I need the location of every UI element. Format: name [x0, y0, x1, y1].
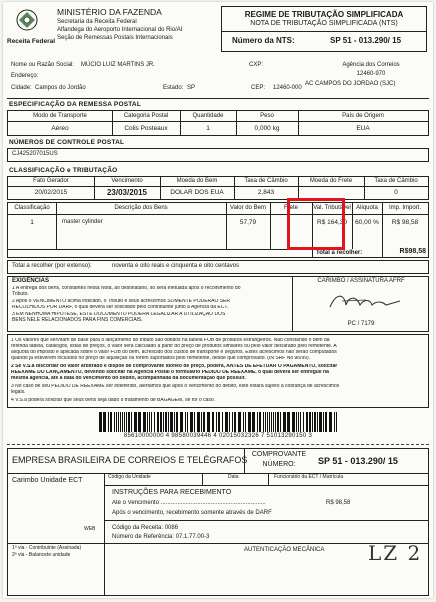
remittance-value: EUA [356, 125, 370, 132]
remittance-value: 1 [206, 125, 210, 132]
note-line: 3 No caso de seu PEDIDO DE REEXAME ser indeferido, alertamos que após o vencimento do débito, este estará sujeito à cobrança de acréscimos [11, 384, 340, 389]
barcode-bar [154, 412, 155, 432]
total-label: Total a recolher: [316, 250, 363, 256]
items-header: Valor do Bem [230, 205, 266, 211]
control-box [7, 148, 429, 162]
barcode-bar [212, 412, 214, 432]
classification-value: DOLAR DOS EUA [170, 189, 224, 196]
remittance-value: 0,000 kg [254, 125, 280, 132]
classification-header: Moeda do Bem [176, 178, 218, 184]
barcode-bar [160, 412, 162, 432]
company-name: EMPRESA BRASILEIRA DE CORREIOS E TELÉGRAFOS [12, 455, 248, 465]
barcode-bar [180, 412, 183, 432]
barcode-bar [203, 412, 205, 432]
barcode-bar [218, 412, 220, 432]
until-due-value: R$ 98,58 [326, 500, 351, 506]
items-header: Classificação [14, 205, 50, 211]
barcode-bar [245, 412, 246, 432]
item-import-tax: R$ 98,58 [391, 219, 419, 226]
total-extenso-box [7, 260, 429, 274]
due-date: 23/03/2015 [106, 188, 148, 197]
barcode-bar [317, 412, 318, 432]
items-table [7, 202, 429, 258]
signature-image [326, 291, 406, 313]
barcode-bar [243, 412, 244, 432]
classification-header: Taxa de Câmbio [244, 178, 288, 184]
barcode-bar [306, 412, 308, 432]
requirement-line: BENS NELE RELACIONADOS PARA FINS COMERCIAIS. [12, 317, 143, 323]
item-value: 57,79 [239, 219, 257, 226]
recipient-name: MÚCIO LUIZ MARTINS JR. [81, 62, 155, 68]
barcode-bar [116, 412, 117, 432]
barcode-bar [296, 412, 297, 432]
barcode-bar [257, 412, 258, 432]
barcode-bar [114, 412, 115, 432]
barcode-bar [122, 412, 123, 432]
barcode-bar [292, 412, 295, 432]
barcode-bar [232, 412, 233, 432]
item-rate: 60,00 % [355, 219, 379, 226]
remittance-title: ESPECIFICAÇÃO DA REMESSA POSTAL [9, 101, 141, 108]
items-header: Imp. Import. [388, 205, 421, 211]
barcode-bar [168, 412, 169, 432]
name-label: Nome ou Razão Social: [11, 62, 75, 68]
barcode-bar [190, 412, 193, 432]
remittance-header: Categoria Postal [123, 113, 169, 119]
receipt-box [7, 448, 429, 596]
remittance-header: Modo de Transporte [33, 113, 87, 119]
barcode-bar [176, 412, 178, 432]
until-due-line: Até o Vencimento ............................................................... [112, 500, 266, 506]
barcode [97, 412, 341, 432]
comprovante-number: SP 51 - 013.290/ 15 [318, 456, 398, 466]
ect-stamp-label: Carimbo Unidade ECT [12, 477, 83, 484]
barcode-bar [108, 412, 109, 432]
requirements-title: EXIGÊNCIAS [12, 278, 50, 284]
agency-cep: 12460-970 [356, 71, 386, 77]
state-value: SP [187, 85, 196, 91]
classification-header: Moeda do Frete [309, 178, 353, 184]
remittance-value: Aéreo [51, 125, 69, 132]
total-extenso-text: noventa e oito reais e cinquenta e oito centavos [112, 263, 240, 269]
total-extenso-label: Total a recolher (por extenso): [12, 263, 92, 269]
copy-1-label: 1ª via - Contribuinte (Assinada) [12, 545, 82, 551]
reference-number: Número de Referência: 07.1.77.00-3 [112, 534, 210, 540]
classification-header: Vencimento [111, 178, 143, 184]
barcode-bar [309, 412, 311, 432]
barcode-bar [120, 412, 121, 432]
barcode-bar [201, 412, 202, 432]
classification-header: Taxa de Câmbio [374, 178, 418, 184]
barcode-bar [124, 412, 125, 432]
barcode-bar [269, 412, 270, 432]
regime-title: REGIME DE TRIBUTAÇÃO SIMPLIFICADA [244, 10, 404, 19]
receita-federal-logo [11, 8, 43, 34]
barcode-bar [298, 412, 299, 432]
nts-number: SP 51 - 013.290/ 15 [330, 36, 402, 45]
barcode-bar [336, 412, 337, 432]
logo-text: Receita Federal [7, 38, 56, 45]
barcode-bar [273, 412, 274, 432]
classification-value: 2,843 [257, 189, 275, 196]
city-value: Campos do Jordão [35, 85, 86, 91]
stamp-label: CARIMBO / ASSINATURA AFRF [317, 278, 405, 284]
barcode-bar [248, 412, 251, 432]
cep-value: 12460-000 [273, 85, 302, 91]
barcode-bar [319, 412, 322, 432]
barcode-bar [225, 412, 228, 432]
barcode-bar [118, 412, 119, 432]
barcode-bar [267, 412, 268, 432]
requirement-line: RECOLHIDOS POR DARF, o qual deverá ser solicitado pelo contribuinte junto à Agência da ECT. [12, 305, 229, 310]
barcode-bar [314, 412, 316, 432]
barcode-bar [143, 412, 146, 432]
barcode-bar [149, 412, 150, 432]
remittance-value: Colis Posteaux [124, 125, 168, 132]
web-label: WEB [84, 526, 96, 532]
barcode-bar [134, 412, 137, 432]
barcode-bar [265, 412, 266, 432]
barcode-bar [271, 412, 272, 432]
note-line: referida tabela, catálogos, listas de preços, o valor será calculado a partir do preço de produtos similares ou pelo valor declarado pelo remetente. A [11, 344, 337, 349]
barcode-bar [170, 412, 173, 432]
requirement-line: 3 EM NENHUMA HIPÓTESE, ESTE DOCUMENTO PODERÁ LEGALIZAR A UTILIZAÇÃO DOS [12, 312, 226, 317]
barcode-bar [207, 412, 210, 432]
city-label: Cidade: [11, 85, 32, 91]
barcode-bar [283, 412, 286, 432]
cep-label: CEP: [251, 85, 266, 91]
requirement-line: 1 A entrega dos bens, constantes nesta Nota, ao destinatário, só será efetuada após o recolhimento do [12, 286, 241, 291]
barcode-bar [275, 412, 276, 432]
total-value: R$98,58 [399, 248, 426, 255]
barcode-bar [312, 412, 313, 432]
barcode-digits: 85610000000 4 98580039446 4 02015032326 7 51013290150 3 [123, 433, 313, 439]
ministry-name: MINISTÉRIO DA FAZENDA [57, 7, 162, 17]
barcode-bar [197, 412, 200, 432]
barcode-bar [99, 412, 102, 432]
copy-2-label: 2ª via - Balancete unidade [12, 552, 71, 558]
classification-table [7, 176, 429, 200]
item-classification: 1 [30, 219, 34, 226]
pc-number: PC / 7179 [347, 321, 375, 327]
customs-name: Alfandega do Aeroporto Internacional do Rio/AI [57, 27, 183, 33]
barcode-bar [329, 412, 332, 432]
note-line: REEXAME DO LANÇAMENTO, devendo solicitar na Agência Postal o formulário PEDIDO DE REEXAME, o qual deverá ser entregue na [11, 370, 329, 375]
barcode-bar [280, 412, 281, 432]
requirement-line: Tributo. [12, 291, 29, 297]
barcode-bar [110, 412, 112, 432]
nts-number-label: Número da NTS: [232, 36, 295, 45]
control-number: CJ425207015US [12, 151, 58, 157]
control-title: NÚMEROS DE CONTROLE POSTAL [9, 139, 125, 146]
barcode-bar [216, 412, 217, 432]
barcode-bar [259, 412, 261, 432]
employee-label: Funcionário da ECT / Matrícula [274, 474, 344, 480]
cxp-label: CXP: [249, 62, 264, 68]
items-header: Descrição dos Bens [114, 205, 168, 211]
barcode-bar [128, 412, 130, 432]
remittance-header: Peso [260, 113, 274, 119]
requirements-box [7, 276, 429, 332]
regime-subtitle: NOTA DE TRIBUTAÇÃO SIMPLIFICADA (NTS) [250, 20, 398, 27]
note-line: alíquota do imposto é aplicada sobre o valor FOB do bem, acrescido dos custos de transporte e seguros. Estes acréscimos não serão computados [11, 350, 337, 355]
barcode-bar [222, 412, 223, 432]
item-description: master cylinder [62, 219, 103, 225]
classification-value: 0 [394, 189, 398, 196]
remittance-header: País de Origem [342, 113, 384, 119]
barcode-bar [174, 412, 175, 432]
barcode-bar [325, 412, 327, 432]
items-header: Aliquota [356, 205, 378, 211]
barcode-bar [187, 412, 188, 432]
state-label: Estado: [163, 85, 184, 91]
receipt-code: Código da Receita: 0086 [112, 525, 179, 531]
barcode-bar [287, 412, 290, 432]
agency-name: Agência dos Correios [342, 62, 400, 68]
numero-label: NÚMERO: [262, 461, 296, 468]
remittance-table [7, 110, 429, 136]
classification-header: Fato Gerador [33, 178, 69, 184]
barcode-bar [126, 412, 127, 432]
items-header: Val. Tributável [313, 205, 351, 211]
items-header: Frete [283, 205, 298, 211]
barcode-bar [131, 412, 132, 432]
comprovante-label: COMPROVANTE [251, 451, 307, 458]
barcode-bar [252, 412, 255, 432]
remittance-header: Quantidade [192, 113, 224, 119]
secretariat-name: Secretaria da Receita Federal [57, 19, 137, 25]
barcode-bar [165, 412, 167, 432]
requirement-line: 2 Após o VENCIMENTO acima indicado, o Tributo e seus acréscimos SOMENTE PODERÃO SER [12, 299, 231, 304]
barcode-bar [323, 412, 324, 432]
note-line: legais. [11, 389, 26, 395]
item-taxable-value: R$ 164,30 [317, 219, 347, 226]
barcode-bar [185, 412, 186, 432]
note-line: mesma agência, até a data do vencimento do débito, acompanhada da documentação que possuir. [11, 376, 246, 381]
mechanical-auth-label: AUTENTICAÇÃO MECÂNICA [244, 547, 325, 553]
barcode-bar [300, 412, 301, 432]
instructions-title: INSTRUÇÕES PARA RECEBIMENTO [112, 489, 232, 496]
notes-box [7, 334, 429, 408]
agency-city: AC CAMPOS DO JORDAO (SJC) [305, 81, 396, 87]
barcode-bar [277, 412, 279, 432]
barcode-bar [163, 412, 164, 432]
barcode-bar [157, 412, 159, 432]
highlight-rectangle [287, 198, 345, 250]
note-line: 4 V.S.a poderá solicitar que seus bens seja dado o tratamento de BAGAGEM, se for o caso. [11, 398, 216, 403]
barcode-bar [138, 412, 141, 432]
barcode-bar [147, 412, 148, 432]
section-name: Seção de Remessas Postais Internacionais [57, 35, 173, 41]
date-label: Data [228, 474, 239, 480]
classification-title: CLASSIFICAÇÃO e TRIBUTAÇÃO [9, 167, 118, 174]
address-label: Endereço: [11, 73, 39, 79]
after-due-line: Após o vencimento, recebimento somente através de DARF [112, 510, 272, 516]
barcode-bar [103, 412, 106, 432]
barcode-bar [194, 412, 195, 432]
barcode-bar [334, 412, 335, 432]
barcode-bar [238, 412, 241, 432]
note-line: 1 Os valores que serviram de base para o lançamento do tributo são obtidos na tabela FOB de produtos estrangeiros. Não constando o bem da [11, 338, 330, 343]
classification-value: 20/02/2015 [34, 189, 68, 196]
regime-box [221, 6, 427, 52]
barcode-bar [229, 412, 230, 432]
barcode-bar [263, 412, 264, 432]
lz-mark: LZ 2 [368, 541, 423, 565]
unit-code-label: Código da Unidade [108, 474, 151, 480]
barcode-bar [151, 412, 152, 432]
note-line: quando já estiverem incluídos no preço de aquisição ou forem suportados pelo remetente, desde que comprovado. (IN SRF No 96/99). [11, 356, 311, 361]
barcode-bar [303, 412, 304, 432]
barcode-bar [234, 412, 236, 432]
note-line: 2 Se V.S.a discordar do valor arbitrado e dispõe de comprovante idôneo de preço, poderá, ANTES DE EFETUAR O PAGAMENTO, solicitar [11, 364, 338, 369]
nts-document [3, 2, 433, 598]
